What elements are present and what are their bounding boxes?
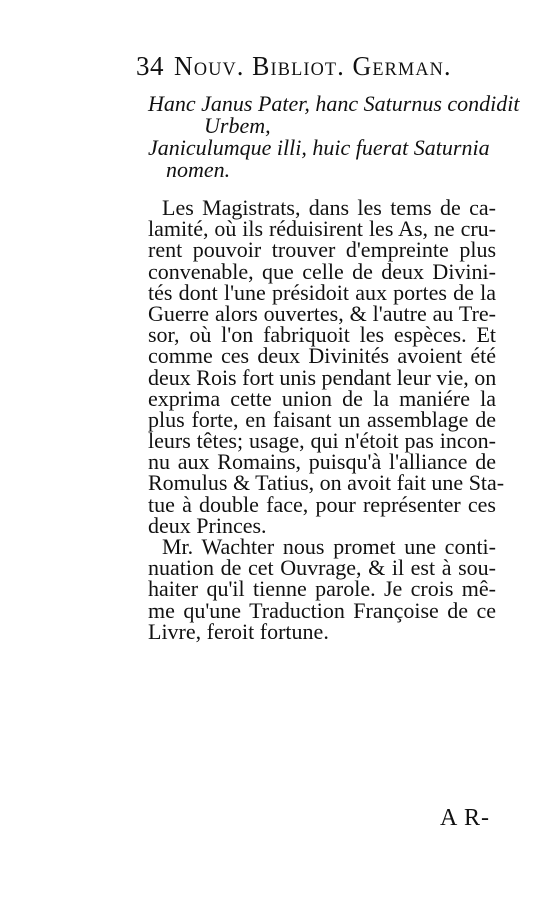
verse-line: Hanc Janus Pater, hanc Saturnus condidit bbox=[148, 91, 520, 116]
verse-line: Urbem, bbox=[204, 113, 271, 138]
page-number: 34 bbox=[136, 51, 164, 81]
text-line: deux Princes. bbox=[148, 512, 267, 538]
running-head: Nouv. Bibliot. German. bbox=[174, 51, 452, 81]
paragraph-2 bbox=[148, 536, 496, 642]
text-line: me qu'une Traduction Françoise de ce bbox=[148, 597, 496, 623]
verse-line: Janiculumque illi, huic fuerat Saturnia bbox=[148, 135, 490, 160]
catchword: A R- bbox=[440, 805, 491, 831]
paragraph-1 bbox=[148, 195, 505, 538]
text-line: leurs têtes; usage, qui n'étoit pas incon- bbox=[148, 428, 496, 454]
text-line: exprima cette union de la maniére la bbox=[148, 385, 496, 411]
text-line: nuation de cet Ouvrage, & il est à sou- bbox=[148, 555, 496, 581]
text-line: Livre, feroit fortune. bbox=[148, 618, 329, 644]
text-line: haiter qu'il tienne parole. Je crois mê- bbox=[148, 576, 496, 602]
text-line: Les Magistrats, dans les tems de ca- bbox=[162, 195, 496, 220]
text-line: deux Rois fort unis pendant leur vie, on bbox=[148, 364, 497, 390]
text-line: comme ces deux Divinités avoient été bbox=[148, 343, 496, 369]
text-line: nu aux Romains, puisqu'à l'alliance de bbox=[148, 449, 496, 475]
text-line: convenable, que celle de deux Divini- bbox=[148, 258, 496, 284]
text-line: Guerre alors ouvertes, & l'autre au Tre- bbox=[148, 300, 496, 326]
text-line: tés dont l'une présidoit aux portes de la bbox=[148, 279, 496, 305]
verse-line: nomen. bbox=[166, 157, 231, 182]
text-line: rent pouvoir trouver d'empreinte plus bbox=[148, 237, 496, 263]
page-header bbox=[136, 49, 476, 83]
body-text bbox=[148, 195, 505, 644]
text-line: Romulus & Tatius, on avoit fait une Sta- bbox=[148, 470, 505, 496]
latin-verse bbox=[148, 91, 520, 182]
text-line: sor, où l'on fabriquoit les espèces. Et bbox=[148, 322, 496, 348]
text-line: lamité, où ils réduisirent les As, ne cru- bbox=[148, 216, 496, 242]
text-line: Mr. Wachter nous promet une conti- bbox=[162, 534, 496, 559]
text-line: tue à double face, pour représenter ces bbox=[148, 491, 496, 517]
text-line: plus forte, en faisant un assemblage de bbox=[148, 406, 496, 432]
